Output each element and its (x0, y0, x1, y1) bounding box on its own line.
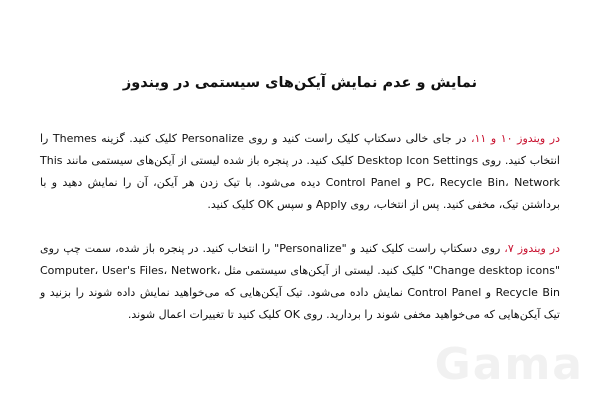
gama-watermark-logo: Gama (434, 339, 584, 390)
paragraph-windows-7 (40, 238, 560, 326)
paragraph-text: روی دسکتاپ راست کلیک کنید و "Personalize" را انتخاب کنید. در پنجره باز شده، سمت چپ روی "Change desktop icons" کلیک کنید. لیستی از آیکن‌های سیستمی مثل Computer، User's Files، Network، Recycle Bin و Control Panel نمایش داده می‌شود. تیک آیکن‌هایی که می‌خواهید نمایش داده شوند را بزنید و تیک آیکن‌هایی که می‌خواهید مخفی شوند را بردارید. روی OK کلیک کنید تا تغییرات اعمال شوند. (40, 242, 560, 321)
paragraph-highlight: در ویندوز ۱۰ و ۱۱، (470, 132, 560, 145)
paragraph-windows-10-11 (40, 128, 560, 216)
document-title: نمایش و عدم نمایش آیکن‌های سیستمی در ویندوز (122, 75, 478, 91)
paragraph-highlight: در ویندوز ۷، (504, 242, 560, 255)
paragraph-text: در جای خالی دسکتاپ کلیک راست کنید و روی Personalize کلیک کنید. گزینه Themes را انتخاب کنید. روی Desktop Icon Settings کلیک کنید. در پنجره باز شده لیستی از آیکن‌های سیستمی مانند This PC، Recycle Bin، Network و Control Panel دیده می‌شود. با تیک زدن هر آیکن، آن را نمایش دهید و با برداشتن تیک، مخفی کنید. پس از انتخاب، روی Apply و سپس OK کلیک کنید. (40, 132, 560, 211)
